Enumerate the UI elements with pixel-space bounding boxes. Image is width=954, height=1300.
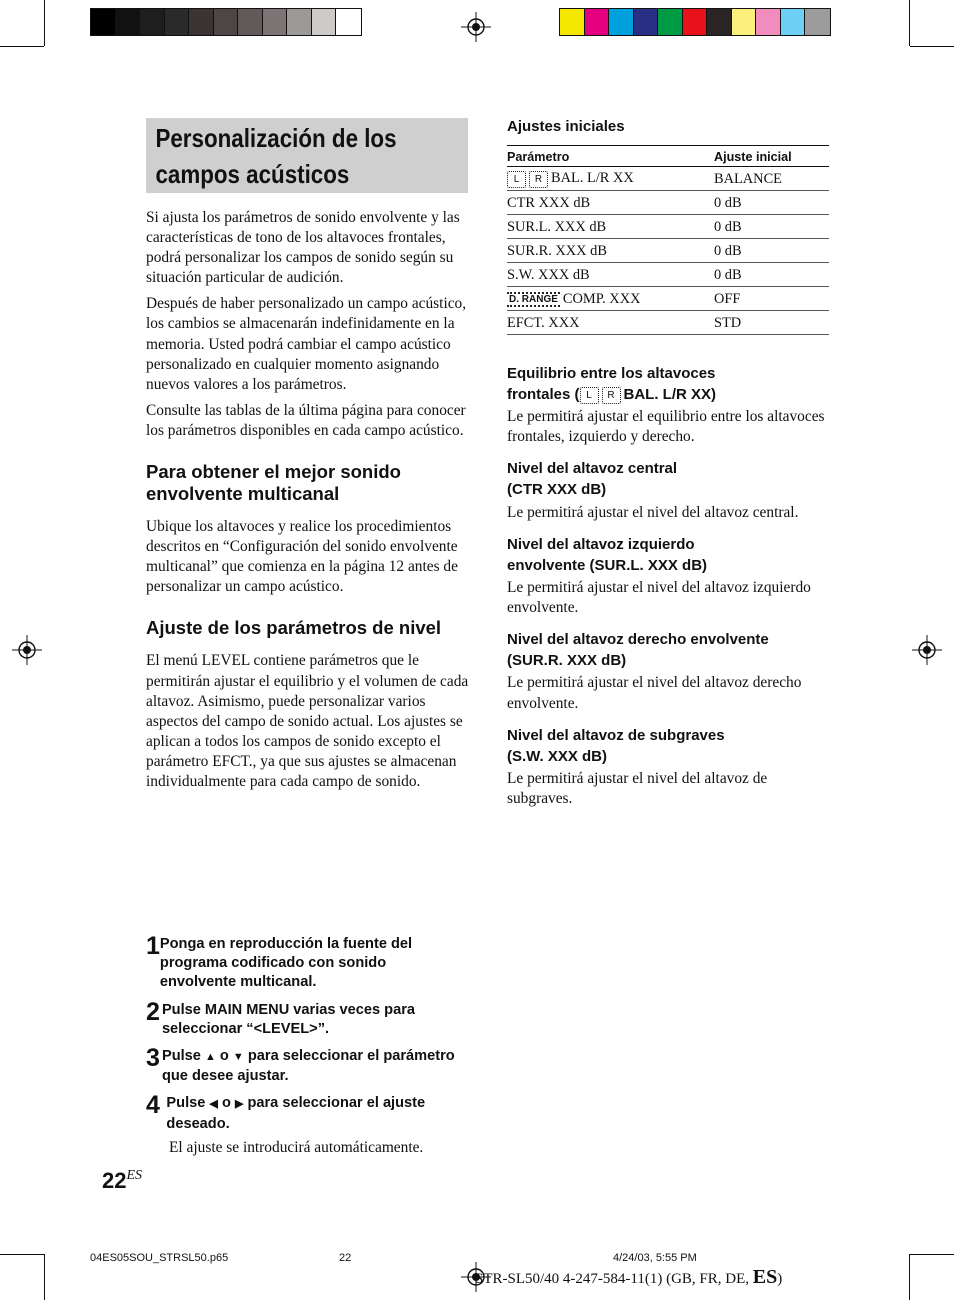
page-title-box — [146, 118, 468, 193]
color-swatch — [658, 9, 683, 35]
step-text — [162, 1001, 456, 1039]
subsection-heading — [507, 629, 832, 671]
subsection-text: Le permitirá ajustar el nivel del altavoz central. — [507, 504, 799, 522]
step-number: 2 — [146, 997, 160, 1026]
intro-paragraph: Después de haber personalizado un campo acústico, los cambios se almacenarán indefinidamente en la memoria. Usted podrá cambiar el campo acústico personalizado en cualquier momento asignando nuevos valores a los parámetros. — [146, 295, 467, 393]
footer-model-text: STR-SL50/40 4-247-584-11(1) (GB, FR, DE, — [475, 1271, 753, 1287]
table-header-param: Parámetro — [507, 146, 714, 167]
step-text: Ponga en reproducción la fuente del programa codificado con sonido envolvente multicanal. — [159, 936, 413, 991]
color-swatch — [683, 9, 708, 35]
table-cell: CTR XXX dB — [507, 191, 714, 215]
table-row — [507, 287, 829, 311]
initial-settings-table — [507, 145, 829, 335]
color-swatch — [336, 9, 361, 35]
right-section — [507, 458, 832, 523]
chevron-right-icon: > — [309, 1020, 318, 1037]
color-swatch — [91, 9, 116, 35]
subsection-heading — [507, 725, 832, 767]
arrow-down-icon: ▼ — [232, 1051, 244, 1064]
right-speaker-icon: R — [529, 171, 548, 188]
page-number-value: 22 — [102, 1168, 127, 1193]
color-swatch — [189, 9, 214, 35]
table-cell: OFF — [714, 287, 829, 311]
color-swatch — [732, 9, 757, 35]
arrow-left-icon: ◀ — [209, 1098, 218, 1111]
subsection-text: Le permitirá ajustar el nivel del altavoz de subgraves. — [507, 769, 768, 807]
heading-line: (S.W. XXX dB) — [507, 747, 608, 765]
step-text-part: o — [219, 1048, 229, 1065]
registration-mark-icon — [912, 635, 942, 665]
right-section — [507, 534, 832, 618]
param-name: BAL. L/R XX — [551, 170, 634, 187]
table-cell: 0 dB — [714, 263, 829, 287]
subsection-text: Le permitirá ajustar el nivel del altavoz izquierdo envolvente. — [507, 579, 811, 617]
table-cell: 0 dB — [714, 191, 829, 215]
subsection-heading — [507, 458, 832, 500]
heading-line: Equilibrio entre los altavoces — [507, 365, 716, 382]
color-swatch — [609, 9, 634, 35]
color-swatch — [116, 9, 141, 35]
right-section — [507, 363, 832, 447]
right-section — [507, 629, 832, 713]
color-swatch — [756, 9, 781, 35]
crop-mark — [909, 0, 910, 46]
step-text-part: Pulse — [161, 1048, 201, 1065]
heading-line: envolvente (SUR.L. XXX dB) — [507, 557, 708, 575]
step-item — [146, 1044, 456, 1086]
chevron-left-icon: < — [253, 1020, 263, 1037]
section-heading: Para obtener el mejor sonido envolvente multicanal — [146, 461, 401, 505]
section-text: Ubique los altavoces y realice los procedimientos descritos en “Configuración del sonido envolvente multicanal” que comienza en la página 12 antes de personalizar un campo acústico. — [146, 518, 458, 596]
table-row — [507, 311, 829, 335]
registration-mark-icon — [12, 635, 42, 665]
step-text-part: Pulse MAIN MENU varias veces para seleccionar “ — [161, 1001, 416, 1037]
table-cell: S.W. XXX dB — [507, 263, 714, 287]
color-swatch — [287, 9, 312, 35]
page-title — [146, 118, 423, 192]
color-swatch — [707, 9, 732, 35]
subsection-text: Le permitirá ajustar el equilibrio entre los altavoces frontales, izquierdo y derecho. — [507, 408, 825, 446]
intro-paragraph: Consulte las tablas de la última página para conocer los parámetros disponibles en cada campo acústico. — [146, 401, 466, 439]
step-note: El ajuste se introducirá automáticamente. — [169, 1138, 424, 1156]
table-cell — [507, 287, 714, 311]
color-swatch — [263, 9, 288, 35]
color-swatch — [140, 9, 165, 35]
color-swatch — [312, 9, 337, 35]
color-swatch — [238, 9, 263, 35]
heading-line: Nivel del altavoz derecho envolvente — [507, 631, 769, 649]
step-number: 3 — [146, 1044, 160, 1073]
table-cell: 0 dB — [714, 215, 829, 239]
d-range-icon: D. RANGE — [509, 293, 558, 305]
arrow-right-icon: ▶ — [234, 1098, 244, 1111]
color-swatch — [805, 9, 830, 35]
step-text-part: LEVEL — [262, 1020, 310, 1037]
right-section — [507, 725, 832, 809]
table-row — [507, 263, 829, 287]
page-title-line-1: Personalización de los — [155, 123, 397, 153]
table-cell: EFCT. XXX — [507, 311, 714, 335]
right-column — [507, 116, 832, 809]
page-number-suffix: ES — [126, 1168, 143, 1183]
gray-scale-bar — [90, 8, 362, 36]
heading-line: (SUR.R. XXX dB) — [507, 652, 627, 670]
color-swatch — [781, 9, 806, 35]
left-speaker-icon: L — [507, 171, 526, 188]
crop-mark — [910, 1254, 954, 1255]
footer-page: 22 — [339, 1252, 352, 1264]
table-cell — [507, 167, 714, 191]
heading-line: frontales ( — [507, 386, 580, 403]
subsection-heading — [507, 363, 832, 405]
steps-list — [146, 932, 456, 1158]
crop-mark — [910, 46, 954, 47]
heading-line: Nivel del altavoz de subgraves — [507, 726, 725, 744]
table-cell: BALANCE — [714, 167, 829, 191]
section-text: El menú LEVEL contiene parámetros que le permitirán ajustar el equilibrio y el volumen de cada altavoz. Asimismo, puede personalizar varios aspectos del campo de sonido actual. Los ajustes se aplican a todos los campos de sonido excepto el parámetro EFCT., ya que sus ajustes se almacenan individualmente para cada campo de sonido. — [146, 652, 469, 790]
left-speaker-icon: L — [580, 387, 599, 404]
step-text — [166, 1094, 456, 1133]
step-text-part: ”. — [317, 1020, 330, 1037]
registration-mark-icon — [461, 12, 491, 42]
footer-model-lang: ES — [752, 1266, 778, 1288]
step-text-part: Pulse — [166, 1095, 206, 1112]
right-speaker-icon: R — [602, 387, 621, 404]
table-row — [507, 191, 829, 215]
section-heading: Ajuste de los parámetros de nivel — [146, 617, 442, 639]
footer-model-text: ) — [777, 1271, 783, 1287]
heading-line: (CTR XXX dB) — [507, 481, 607, 499]
heading-line: BAL. L/R XX) — [623, 386, 717, 403]
arrow-up-icon: ▲ — [204, 1051, 216, 1064]
step-item — [146, 932, 456, 993]
color-swatch — [634, 9, 659, 35]
color-bar — [559, 8, 831, 36]
page-number — [102, 1168, 142, 1194]
color-swatch — [560, 9, 585, 35]
crop-mark — [44, 0, 45, 46]
table-cell: SUR.R. XXX dB — [507, 239, 714, 263]
footer-file: 04ES05SOU_STRSL50.p65 — [90, 1252, 229, 1264]
crop-mark — [44, 1254, 45, 1300]
color-swatch — [585, 9, 610, 35]
step-number: 1 — [146, 932, 160, 960]
table-row — [507, 215, 829, 239]
crop-mark — [909, 1254, 910, 1300]
table-row — [507, 167, 829, 191]
step-text-part: para seleccionar el ajuste deseado. — [166, 1095, 426, 1132]
crop-mark — [0, 46, 44, 47]
table-header-row — [507, 146, 829, 167]
step-item — [146, 1091, 456, 1133]
crop-mark — [0, 1254, 44, 1255]
color-swatch — [165, 9, 190, 35]
footer-model — [475, 1266, 782, 1289]
footer-date: 4/24/03, 5:55 PM — [613, 1252, 697, 1264]
table-cell: STD — [714, 311, 829, 335]
table-cell: SUR.L. XXX dB — [507, 215, 714, 239]
step-text-part: para seleccionar el parámetro que desee ajustar. — [161, 1048, 455, 1085]
color-swatch — [214, 9, 239, 35]
left-column — [146, 208, 471, 798]
step-item — [146, 997, 456, 1039]
page-title-line-2: campos acústicos — [155, 159, 350, 189]
subsection-heading — [507, 534, 832, 576]
step-number: 4 — [146, 1091, 160, 1120]
table-heading: Ajustes iniciales — [507, 118, 625, 135]
table-cell: 0 dB — [714, 239, 829, 263]
table-header-value: Ajuste inicial — [714, 146, 829, 167]
step-text-part: o — [221, 1095, 231, 1112]
heading-line: Nivel del altavoz central — [507, 460, 678, 478]
param-name: COMP. XXX — [562, 290, 641, 307]
intro-paragraph: Si ajusta los parámetros de sonido envolvente y las características de tono de los altavoces frontales, podrá personalizar los campos de sonido según su situación particular de audición. — [146, 209, 460, 287]
step-text — [162, 1047, 456, 1086]
heading-line: Nivel del altavoz izquierdo — [507, 536, 695, 554]
table-row — [507, 239, 829, 263]
subsection-text: Le permitirá ajustar el nivel del altavoz derecho envolvente. — [507, 674, 802, 712]
